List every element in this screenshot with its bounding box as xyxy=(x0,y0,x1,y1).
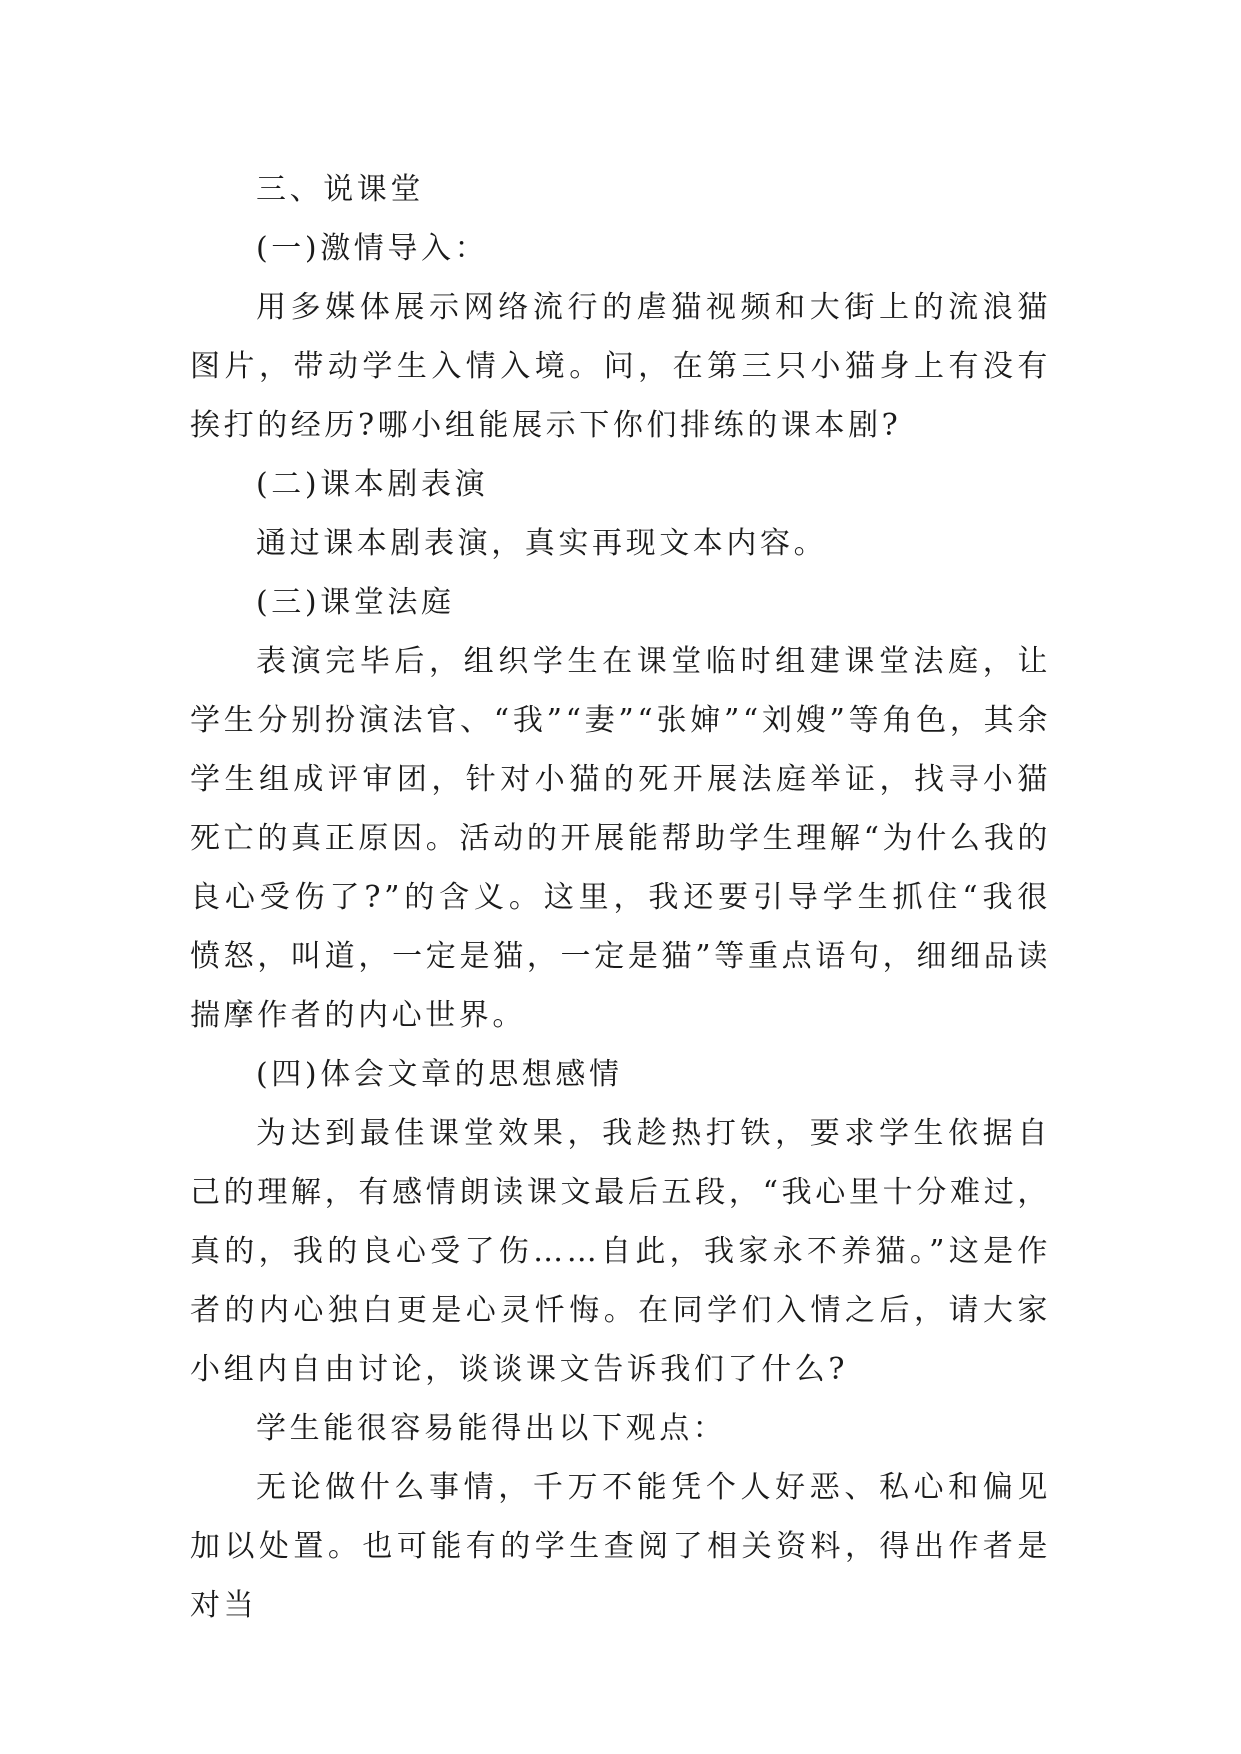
subsection-title-4: (四)体会文章的思想感情 xyxy=(256,1057,623,1092)
paragraph: 为达到最佳课堂效果，我趁热打铁，要求学生依据自己的理解，有感情朗读课文最后五段，“我心里十分难过，真的，我的良心受了伤……自此，我家永不养猫。”这是作者的内心独白更是心灵忏悔。在同学们入情之后，请大家小组内自由讨论，谈谈课文告诉我们了什么? xyxy=(190,1116,1051,1387)
section-title: 三、说课堂 xyxy=(256,172,424,207)
paragraph: 通过课本剧表演，真实再现文本内容。 xyxy=(256,526,828,561)
paragraph: 学生能很容易能得出以下观点： xyxy=(256,1411,727,1446)
subsection-title-2: (二)课本剧表演 xyxy=(256,467,489,502)
paragraph: 用多媒体展示网络流行的虐猫视频和大街上的流浪猫图片，带动学生入情入境。问，在第三只小猫身上有没有挨打的经历?哪小组能展示下你们排练的课本剧? xyxy=(190,290,1051,443)
paragraph: 表演完毕后，组织学生在课堂临时组建课堂法庭，让学生分别扮演法官、“我”“妻”“张婶”“刘嫂”等角色，其余学生组成评审团，针对小猫的死开展法庭举证，找寻小猫死亡的真正原因。活动的开展能帮助学生理解“为什么我的良心受伤了?”的含义。这里，我还要引导学生抓住“我很愤怒，叫道，一定是猫，一定是猫”等重点语句，细细品读揣摩作者的内心世界。 xyxy=(190,644,1051,1033)
subsection-title-1: (一)激情导入： xyxy=(256,231,489,266)
subsection-title-3: (三)课堂法庭 xyxy=(256,585,455,620)
document-page xyxy=(190,160,1051,1635)
paragraph: 无论做什么事情，千万不能凭个人好恶、私心和偏见加以处置。也可能有的学生查阅了相关资料，得出作者是对当 xyxy=(190,1470,1051,1623)
